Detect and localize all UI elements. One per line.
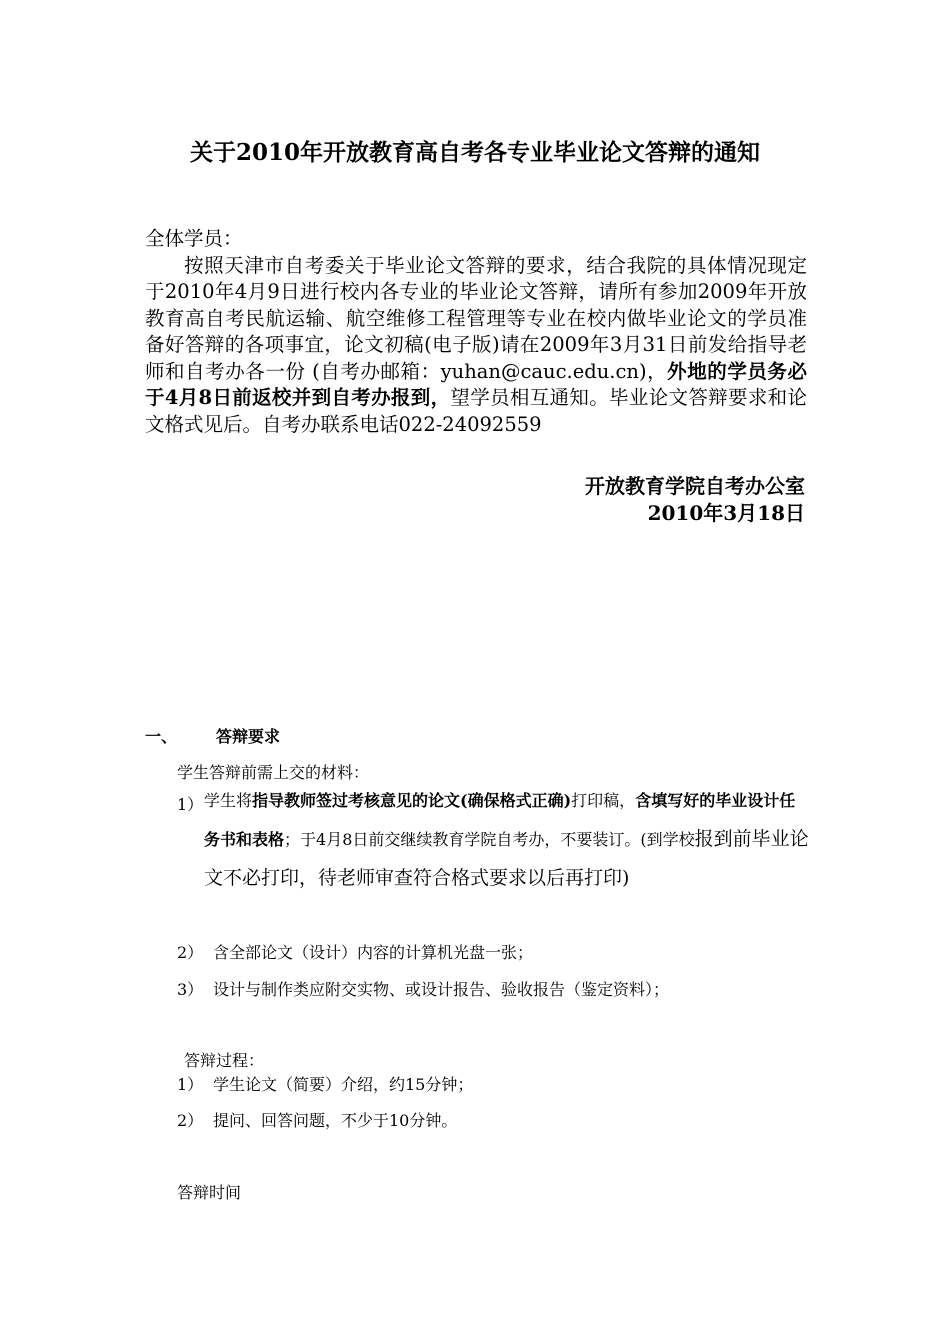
paragraph-bold-text: 外地的学员务必于4月8日前返校并到自考办报到， xyxy=(145,359,807,409)
paragraph-text: 按照天津市自考委关于毕业论文答辩的要求，结合我院的具体情况现定于2010年4月9日进行校内各专业的毕业论文答辩，请所有参加2009年开放教育高自考民航运输、航空维修工程管理等专业在校内做毕业论文的学员准备好答辩的各项事宜，论文初稿(电子版)请在2009年3月31日前发给指导老师和自考办各一份 (自考办邮箱：yuhan@cauc.edu.cn)， xyxy=(145,253,807,383)
list-item-text: 学生将指导教师签过考核意见的论文(确保格式正确)打印稿，含填写好的毕业设计任务书和表格；于4月8日前交继续教育学院自考办，不要装订。(到学校报到前毕业论文不必打印，待老师审查符合格式要求以后再打印) xyxy=(204,791,809,889)
list-item-number: 2） xyxy=(177,1111,204,1130)
signature-date: 2010年3月18日 xyxy=(647,501,805,525)
time-label: 答辩时间 xyxy=(177,1183,242,1202)
list-item-number: 1） xyxy=(177,1075,204,1094)
notice-title: 关于2010年开放教育高自考各专业毕业论文答辩的通知 xyxy=(189,139,760,166)
list-item-text: 提问、回答问题，不少于10分钟。 xyxy=(213,1111,458,1130)
materials-label: 学生答辩前需上交的材料： xyxy=(177,763,370,782)
list-item-number: 1） xyxy=(177,795,204,814)
letter-body xyxy=(145,226,807,438)
section-number: 一、 xyxy=(145,727,178,746)
list-item-text: 设计与制作类应附交实物、或设计报告、验收报告（鉴定资料）； xyxy=(213,980,670,999)
list-item xyxy=(177,1108,809,1131)
list-item-text: 学生论文（简要）介绍，约15分钟； xyxy=(213,1075,474,1094)
list-item-number: 2） xyxy=(177,943,204,962)
list-item xyxy=(177,792,809,898)
signature-office: 开放教育学院自考办公室 xyxy=(585,474,805,498)
list-item-number: 3） xyxy=(177,980,204,999)
paragraph-text-end: 望学员相互通知。毕业论文答辩要求和论文格式见后。自考办联系电话022-24092559 xyxy=(145,386,807,436)
section-heading: 答辩要求 xyxy=(216,727,281,746)
list-item xyxy=(177,977,809,1000)
list-item xyxy=(177,940,809,963)
salutation: 全体学员： xyxy=(145,227,243,250)
list-item-text: 含全部论文（设计）内容的计算机光盘一张； xyxy=(213,943,534,962)
signature-block xyxy=(585,473,805,527)
process-label: 答辩过程： xyxy=(184,1051,265,1070)
list-item xyxy=(177,1072,809,1095)
notice-paragraph xyxy=(145,253,807,439)
